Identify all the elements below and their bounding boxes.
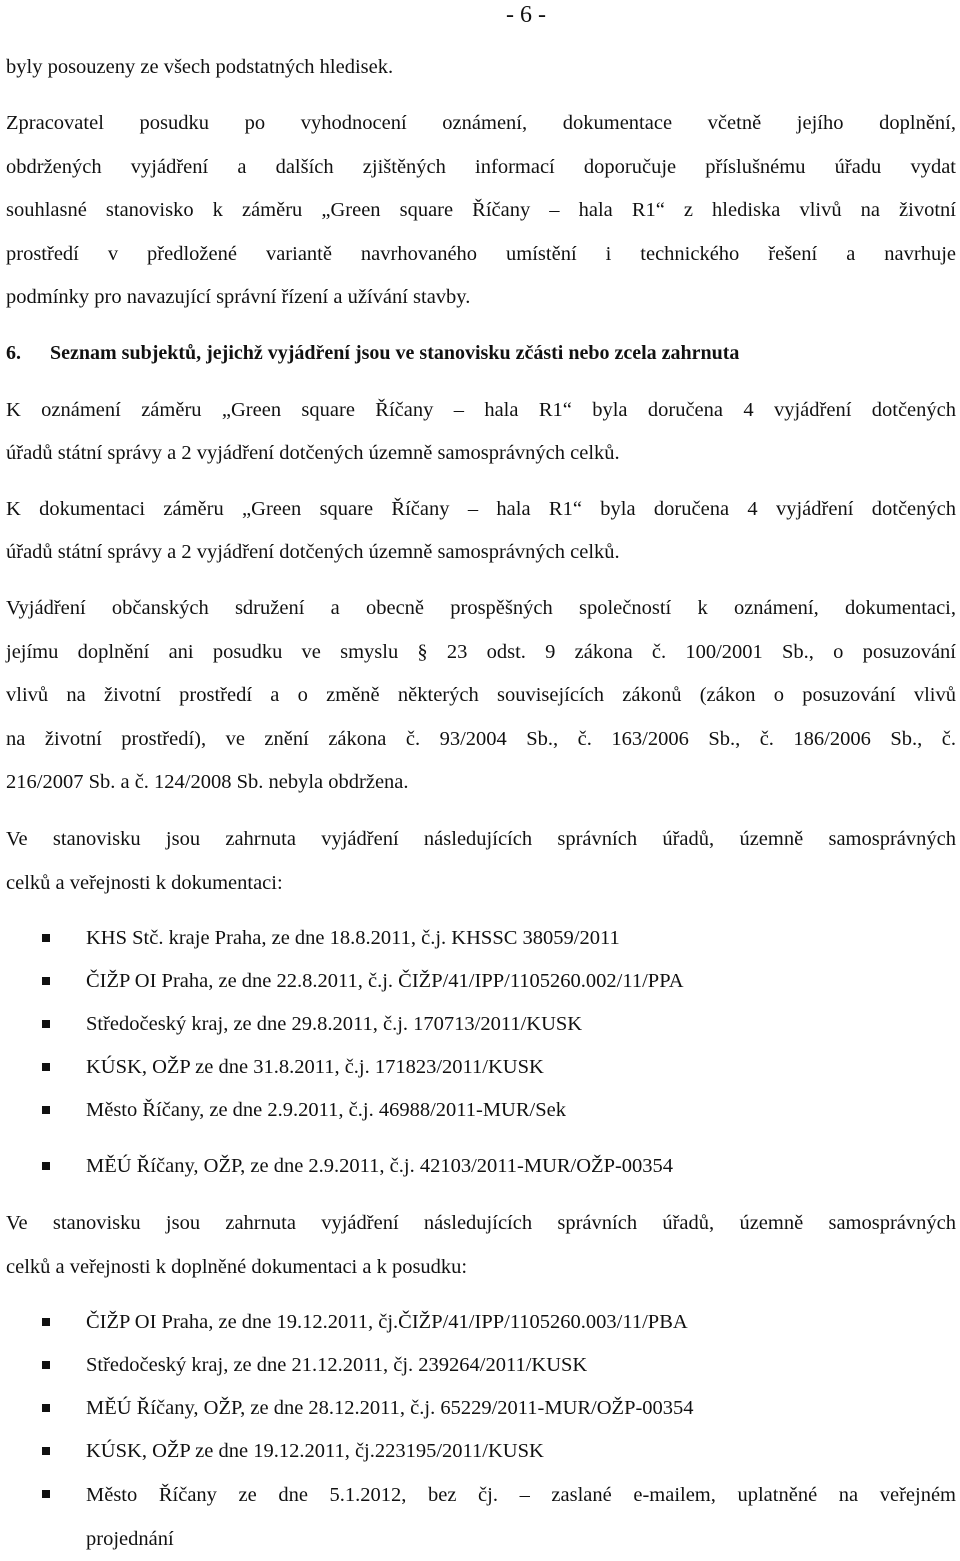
text-line: úřadů státní správy a 2 vyjádření dotčených územně samosprávných celků. — [6, 541, 620, 563]
text-line: K dokumentaci záměru „Green square Říčany – hala R1“ byla doručena 4 vyjádření dotčených — [6, 498, 956, 520]
text-line: Ve stanovisku jsou zahrnuta vyjádření následujících správních úřadů, územně samosprávných — [6, 1212, 956, 1234]
list-item-text: ČIŽP OI Praha, ze dne 19.12.2011, čj.ČIŽP/41/IPP/1105260.003/11/PBA — [86, 1311, 688, 1333]
text-line: prostředí v předložené variantě navrhovaného umístění i technického řešení a navrhuje — [6, 242, 956, 265]
bullet-square-icon — [42, 934, 50, 942]
bullet-square-icon — [42, 1404, 50, 1412]
text-line: obdržených vyjádření a dalších zjištěných informací doporučuje příslušnému úřadu vydat — [6, 155, 956, 178]
list-item — [6, 1089, 956, 1145]
text-line: byly posouzeny ze všech podstatných hledisek. — [6, 56, 394, 78]
text-line: na životní prostředí), ve znění zákona č. 93/2004 Sb., č. 163/2006 Sb., č. 186/2006 Sb., č. — [6, 727, 956, 750]
list-item-text: Středočeský kraj, ze dne 29.8.2011, č.j. 170713/2011/KUSK — [86, 1013, 583, 1035]
list-item — [6, 1430, 956, 1473]
list-item-text: MĚÚ Říčany, OŽP, ze dne 2.9.2011, č.j. 42103/2011-MUR/OŽP-00354 — [86, 1155, 674, 1177]
documentation-list — [6, 917, 956, 1188]
list-item — [6, 1003, 956, 1046]
text-line: celků a veřejnosti k doplněné dokumentaci a k posudku: — [6, 1256, 468, 1278]
list-item-text: projednání — [86, 1528, 174, 1550]
list-item-text: Středočeský kraj, ze dne 21.12.2011, čj. 239264/2011/KUSK — [86, 1354, 588, 1376]
text-line: celků a veřejnosti k dokumentaci: — [6, 872, 283, 894]
intro-paragraph — [6, 46, 956, 89]
list-item-text: KÚSK, OŽP ze dne 19.12.2011, čj.223195/2011/KUSK — [86, 1440, 544, 1462]
list-item — [6, 960, 956, 1003]
bullet-square-icon — [42, 1106, 50, 1114]
list-item — [6, 1473, 956, 1561]
bullet-square-icon — [42, 1361, 50, 1369]
text-line: úřadů státní správy a 2 vyjádření dotčených územně samosprávných celků. — [6, 442, 620, 464]
list-item-text: ČIŽP OI Praha, ze dne 22.8.2011, č.j. ČIŽP/41/IPP/1105260.002/11/PPA — [86, 970, 684, 992]
text-line: souhlasné stanovisko k záměru „Green square Říčany – hala R1“ z hlediska vlivů na životní — [6, 199, 956, 221]
bullet-square-icon — [42, 1162, 50, 1170]
list-item-text: MĚÚ Říčany, OŽP, ze dne 28.12.2011, č.j. 65229/2011-MUR/OŽP-00354 — [86, 1397, 694, 1419]
list-item-text: KÚSK, OŽP ze dne 31.8.2011, č.j. 171823/2011/KUSK — [86, 1056, 544, 1078]
text-line: Zpracovatel posudku po vyhodnocení oznámení, dokumentace včetně jejího doplnění, — [6, 112, 956, 134]
bullet-square-icon — [42, 1318, 50, 1326]
page-number: - 6 - — [506, 2, 546, 28]
supplement-list-intro — [6, 1201, 956, 1289]
text-line: K oznámení záměru „Green square Říčany – hala R1“ byla doručena 4 vyjádření dotčených — [6, 399, 956, 421]
bullet-square-icon — [42, 1447, 50, 1455]
civic-paragraph — [6, 587, 956, 805]
list-item-text: Město Říčany, ze dne 2.9.2011, č.j. 46988/2011-MUR/Sek — [86, 1099, 566, 1121]
section-number: 6. — [6, 342, 21, 364]
bullet-square-icon — [42, 1020, 50, 1028]
bullet-square-icon — [42, 1490, 50, 1498]
section-title: Seznam subjektů, jejichž vyjádření jsou ve stanovisku zčásti nebo zcela zahrnuta — [50, 342, 740, 364]
list-item — [6, 917, 956, 960]
list-item-text: Město Říčany ze dne 5.1.2012, bez čj. – zaslané e-mailem, uplatněné na veřejném — [86, 1484, 956, 1506]
text-line: Ve stanovisku jsou zahrnuta vyjádření následujících správních úřadů, územně samosprávných — [6, 828, 956, 850]
text-line: Vyjádření občanských sdružení a obecně prospěšných společností k oznámení, dokumentaci, — [6, 597, 956, 619]
list-item-text: KHS Stč. kraje Praha, ze dne 18.8.2011, č.j. KHSSC 38059/2011 — [86, 927, 620, 949]
supplement-list — [6, 1301, 956, 1561]
section-heading — [6, 333, 956, 373]
list-item — [6, 1145, 956, 1188]
list-item — [6, 1301, 956, 1344]
recommendation-paragraph — [6, 102, 956, 320]
list-item — [6, 1387, 956, 1430]
list-item — [6, 1344, 956, 1387]
text-line: 216/2007 Sb. a č. 124/2008 Sb. nebyla obdržena. — [6, 771, 409, 793]
list-item — [6, 1046, 956, 1089]
documentation-paragraph — [6, 488, 956, 574]
text-line: vlivů na životní prostředí a o změně některých souvisejících zákonů (zákon o posuzování vlivů — [6, 684, 956, 706]
text-line: podmínky pro navazující správní řízení a užívání stavby. — [6, 286, 471, 308]
text-line: jejímu doplnění ani posudku ve smyslu § 23 odst. 9 zákona č. 100/2001 Sb., o posuzování — [6, 640, 956, 663]
notification-paragraph — [6, 389, 956, 475]
documentation-list-intro — [6, 817, 956, 905]
bullet-square-icon — [42, 1063, 50, 1071]
bullet-square-icon — [42, 977, 50, 985]
